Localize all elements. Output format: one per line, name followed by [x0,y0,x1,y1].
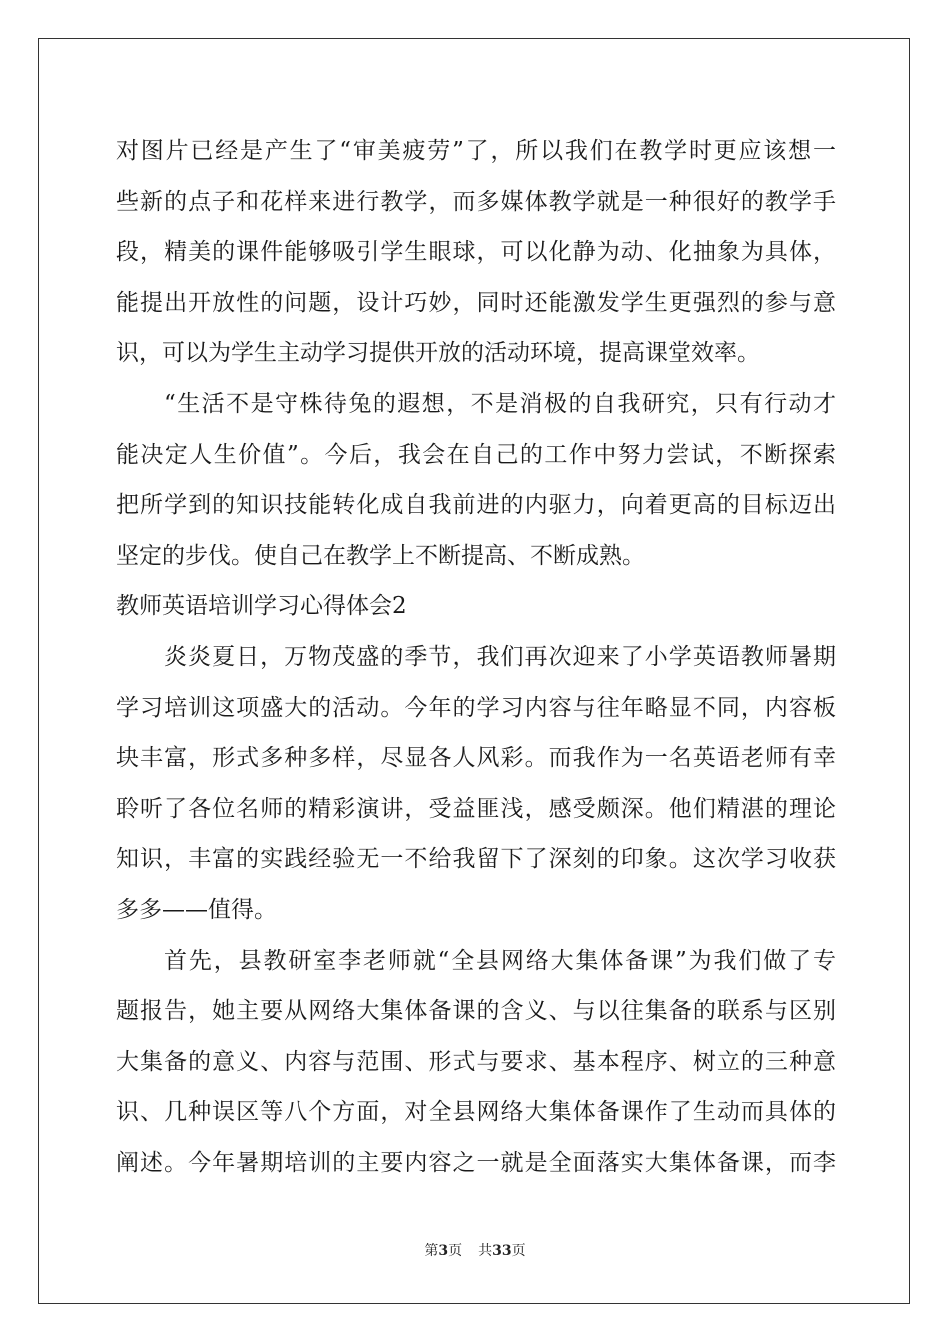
page-suffix: 页 [448,1243,463,1259]
document-body [116,126,836,1188]
text-line: 炎炎夏日，万物茂盛的季节，我们再次迎来了小学英语教师暑期 [164,643,836,670]
text-line: 首先，县教研室李老师就“全县网络大集体备课”为我们做了专 [164,947,836,974]
text-line: 块丰富，形式多种多样，尽显各人风彩。而我作为一名英语老师有幸 [116,745,836,772]
text-line: 坚定的步伐。使自己在教学上不断提高、不断成熟。 [116,542,645,569]
text-line: 识、几种误区等八个方面，对全县网络大集体备课作了生动而具体的 [116,1099,836,1126]
text-line: 能提出开放性的问题，设计巧妙，同时还能激发学生更强烈的参与意 [116,289,836,316]
page-prefix: 第 [424,1243,439,1259]
text-line: 对图片已经是产生了“审美疲劳”了，所以我们在教学时更应该想一 [116,138,836,164]
page-footer [0,1240,950,1260]
text-line: 学习培训这项盛大的活动。今年的学习内容与往年略显不同，内容板 [116,694,836,721]
text-line: 题报告，她主要从网络大集体备课的含义、与以往集备的联系与区别 [116,998,836,1025]
total-prefix: 共 [478,1243,493,1259]
text-line: 大集备的意义、内容与范围、形式与要求、基本程序、树立的三种意 [116,1048,836,1075]
text-line: 多多——值得。 [116,896,277,923]
text-line: 能决定人生价值”。今后，我会在自己的工作中努力尝试，不断探索 [116,441,836,468]
text-line: 些新的点子和花样来进行教学，而多媒体教学就是一种很好的教学手 [116,188,836,215]
page-number: 3 [438,1243,449,1259]
text-line: 阐述。今年暑期培训的主要内容之一就是全面落实大集体备课，而李 [116,1149,836,1176]
total-suffix: 页 [511,1243,526,1259]
text-line: 段，精美的课件能够吸引学生眼球，可以化静为动、化抽象为具体， [116,239,836,266]
total-pages: 33 [492,1243,512,1259]
text-line: “生活不是守株待兔的遐想，不是消极的自我研究，只有行动才 [164,390,836,417]
section-heading: 教师英语培训学习心得体会2 [116,593,407,620]
text-line: 聆听了各位名师的精彩演讲，受益匪浅，感受颇深。他们精湛的理论 [116,795,836,822]
text-line: 知识，丰富的实践经验无一不给我留下了深刻的印象。这次学习收获 [116,846,836,873]
text-line: 识，可以为学生主动学习提供开放的活动环境，提高课堂效率。 [116,340,760,367]
text-line: 把所学到的知识技能转化成自我前进的内驱力，向着更高的目标迈出 [116,492,836,519]
